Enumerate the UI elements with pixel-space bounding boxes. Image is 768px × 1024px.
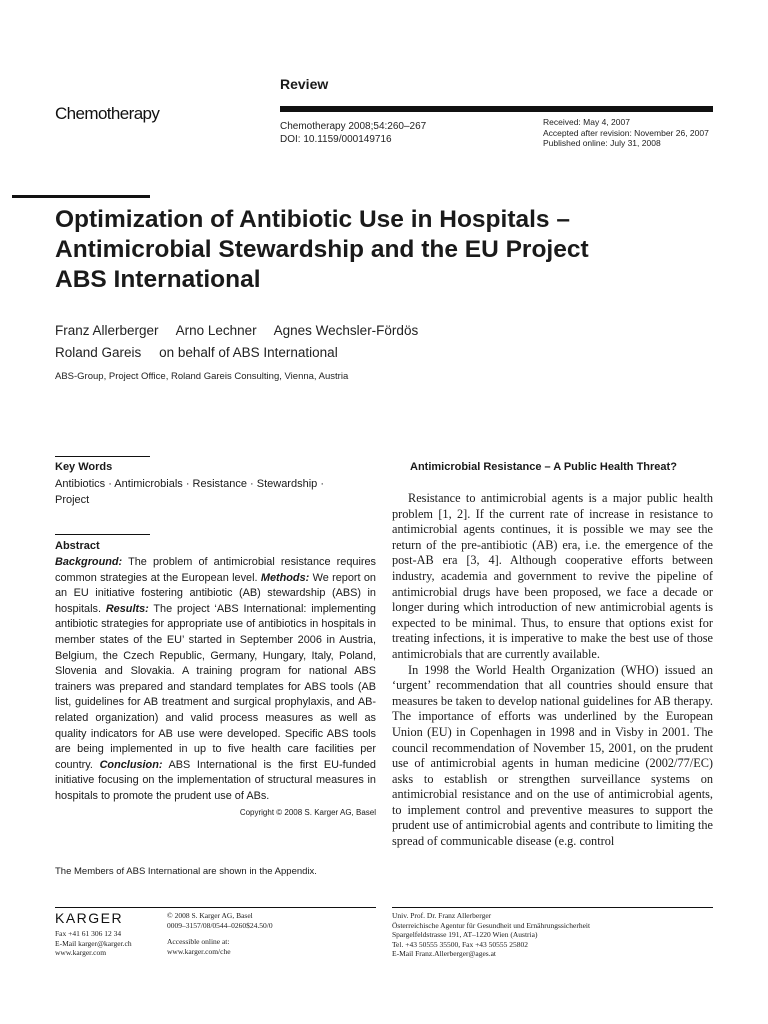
author-name: Arno Lechner — [175, 323, 257, 338]
abstract-background: The problem of antimicrobial resistance requires common strategies at the European level. — [55, 556, 376, 584]
online-label: Accessible online at: — [167, 937, 230, 946]
corr-institution: Österreichische Agentur für Gesundheit und Ernährungssicherheit — [392, 920, 591, 930]
abstract-results: The project ‘ABS International: implementing antibiotic strategies for appropriate use of antibiotics in hospitals in member states of the EU’ started in September 2006 in Austria, Belgium, the Czech Republic, Germany, Hungary, Italy, Poland, Slovenia and Slovakia. A training program for national ABS trainers was prepared and standard templates for ABS tools (AB list, guidelines for AB treatment and surgical prophylaxis, and AB-related organization) and valid process measures as well as quality indicators for AB use were developed. Specific ABS tools are being implemented in up to five health care facilities per country. — [55, 602, 376, 771]
author-name: Franz Allerberger — [55, 323, 159, 338]
publisher-fax: Fax +41 61 306 12 34 — [55, 929, 122, 938]
title-rule — [12, 195, 150, 198]
abstract-label-conclusion: Conclusion: — [99, 758, 163, 771]
authors-line-2 — [55, 342, 432, 364]
abstract-rule — [55, 534, 150, 535]
journal-logo: Chemotherapy — [55, 104, 160, 123]
publisher-copyright — [167, 911, 273, 956]
author-group: on behalf of ABS International — [159, 345, 338, 360]
body-text — [392, 491, 713, 850]
article-title: Optimization of Antibiotic Use in Hospitals – Antimicrobial Stewardship and the EU Project ABS International — [55, 206, 589, 293]
abstract-copyright: Copyright © 2008 S. Karger AG, Basel — [239, 807, 376, 817]
keywords-text: Antibiotics · Antimicrobials · Resistance · Stewardship · Project — [55, 478, 324, 506]
abstract-label-background: Background: — [55, 556, 123, 568]
issn-code: 0009–3157/08/0544–0260$24.50/0 — [167, 920, 273, 930]
section-heading: Antimicrobial Resistance – A Public Health Threat? — [410, 461, 677, 473]
authors-line-1 — [55, 320, 432, 342]
abstract-conclusion: ABS International is the first EU-funded initiative focusing on the implementation of structural measures in hospitals to promote the prudent use of ABs. — [55, 758, 376, 802]
keywords-heading: Key Words — [55, 461, 113, 473]
accepted-date: Accepted after revision: November 26, 2007 — [543, 127, 709, 138]
dates-block — [543, 117, 709, 149]
doi-link[interactable]: DOI: 10.1159/000149716 — [280, 134, 392, 145]
body-paragraph: In 1998 the World Health Organization (WHO) issued an ‘urgent’ recommendation that all countries should ensure that measures be taken to develop national guidelines for AB therapy. The importance of efforts was underlined by the European Union (EU) in Copenhagen in 1998 and in Visby in 2001. The council recommendation of November 15, 2001, on the prudent use of antimicrobial agents in human medicine (2002/77/EC) asks to establish or strengthen surveillance systems on antimicrobial resistance and on the use of antimicrobial agents, to implement control and preventive measures to support the prudent use of antimicrobial agents and contribute to limiting the spread of communicable disease (e.g. control — [392, 662, 713, 849]
correspondence — [392, 911, 590, 959]
publisher-logo: KARGER — [55, 910, 124, 926]
author-name: Agnes Wechsler-Fördös — [273, 323, 419, 338]
header-rule — [280, 106, 713, 112]
citation-block — [280, 120, 426, 146]
online-link[interactable]: www.karger.com/che — [167, 946, 231, 956]
abstract-methods: We report on an EU initiative fostering antibiotic (AB) stewardship (ABS) in hospitals. — [55, 571, 376, 615]
spacer — [167, 930, 273, 937]
author-name: Roland Gareis — [55, 345, 142, 360]
authors — [55, 320, 432, 364]
publisher-email[interactable]: E-Mail karger@karger.ch — [55, 938, 132, 948]
section-label: Review — [280, 76, 329, 92]
citation: Chemotherapy 2008;54:260–267 — [280, 121, 427, 132]
abstract-heading: Abstract — [55, 540, 100, 552]
publisher-website[interactable]: www.karger.com — [55, 948, 107, 957]
keywords-rule — [55, 456, 150, 457]
footer-rule-left — [55, 907, 376, 908]
published-date: Published online: July 31, 2008 — [543, 138, 661, 148]
copyright-line: © 2008 S. Karger AG, Basel — [167, 911, 253, 920]
corr-name: Univ. Prof. Dr. Franz Allerberger — [392, 911, 492, 920]
corr-email[interactable]: E-Mail Franz.Allerberger@ages.at — [392, 949, 497, 958]
abstract-label-methods: Methods: — [260, 571, 310, 584]
abstract-label-results: Results: — [105, 602, 149, 615]
affiliation: ABS-Group, Project Office, Roland Gareis Consulting, Vienna, Austria — [55, 371, 349, 382]
footer-rule-right — [392, 907, 713, 908]
corr-address: Spargelfeldstrasse 191, AT–1220 Wien (Austria) — [392, 930, 538, 939]
received-date: Received: May 4, 2007 — [543, 117, 630, 127]
corr-phone: Tel. +43 50555 35500, Fax +43 50555 25802 — [392, 939, 529, 949]
abstract-text — [55, 555, 376, 820]
body-paragraph: Resistance to antimicrobial agents is a major public health problem [1, 2]. If the current rate of increase in resistance to antimicrobial agents continues, it is possible we may see the return of the pre-antibiotic (AB) era, i.e. the emergence of the post-AB era [3, 4]. Although cooperative efforts between industry, academia and government to revive the pipeline of antimicrobial drugs have been proposed, we face a decade or longer during which introduction of new antimicrobial agents is expected to be minimal. Thus, to ensure that options exist for treating infections, it is imperative to make the best use of those antimicrobials that are currently available. — [392, 491, 713, 661]
members-note: The Members of ABS International are shown in the Appendix. — [55, 866, 317, 877]
publisher-contact — [55, 929, 132, 958]
